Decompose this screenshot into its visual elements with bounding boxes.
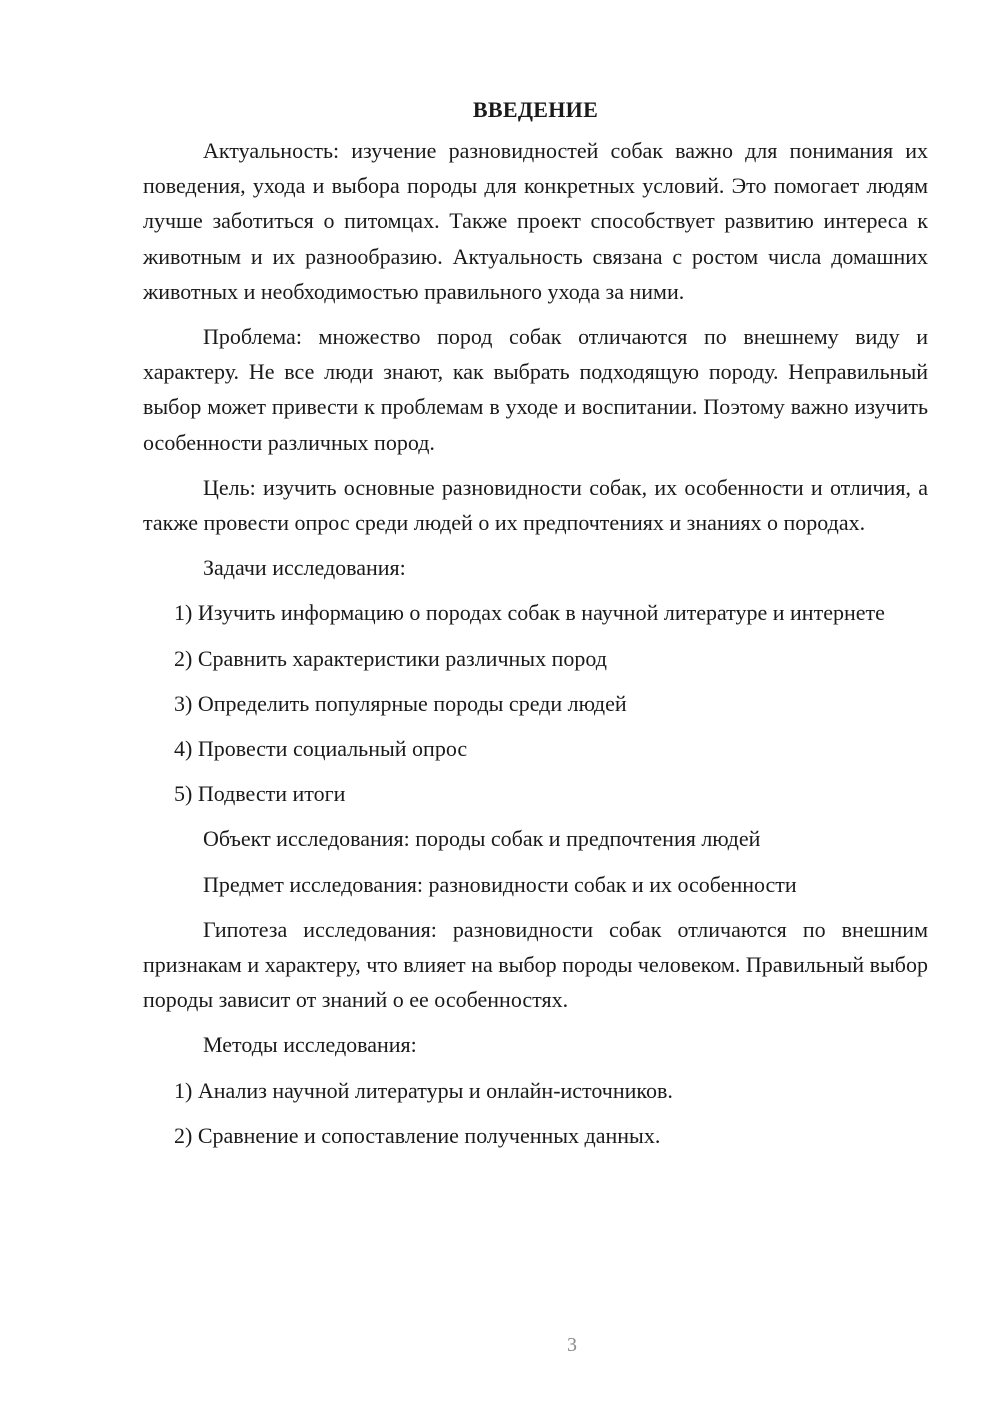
paragraph-goal: Цель: изучить основные разновидности собак, их особенности и отличия, а также провести опрос среди людей о их предпочтениях и знаниях о породах. [143, 474, 928, 536]
list-item-task-5: 5) Подвести итоги [174, 781, 346, 807]
list-item-method-2: 2) Сравнение и сопоставление полученных данных. [174, 1122, 661, 1148]
paragraph-tasks-heading: Задачи исследования: [203, 555, 406, 581]
paragraph-object: Объект исследования: породы собак и предпочтения людей [203, 826, 761, 852]
list-item-task-3: 3) Определить популярные породы среди людей [174, 690, 627, 716]
section-title: ВВЕДЕНИЕ [472, 97, 599, 122]
paragraph-methods-heading: Методы исследования: [203, 1032, 417, 1058]
list-item-method-1: 1) Анализ научной литературы и онлайн-источников. [174, 1077, 673, 1103]
list-item-task-1: 1) Изучить информацию о породах собак в научной литературе и интернете [174, 600, 885, 626]
list-item-task-2: 2) Сравнить характеристики различных пород [174, 645, 607, 671]
document-page [143, 92, 928, 1163]
paragraph-hypothesis: Гипотеза исследования: разновидности собак отличаются по внешним признакам и характеру, что влияет на выбор породы человеком. Правильный выбор породы зависит от знаний о ее особенностях. [143, 916, 928, 1013]
paragraph-problem: Проблема: множество пород собак отличаются по внешнему виду и характеру. Не все люди знают, как выбрать подходящую породу. Неправильный выбор может привести к проблемам в уходе и воспитании. Поэтому важно изучить особенности различных пород. [143, 324, 928, 455]
paragraph-subject: Предмет исследования: разновидности собак и их особенности [203, 871, 797, 897]
list-item-task-4: 4) Провести социальный опрос [174, 736, 468, 762]
page-number: 3 [567, 1334, 577, 1356]
paragraph-relevance: Актуальность: изучение разновидностей собак важно для понимания их поведения, ухода и выбора породы для конкретных условий. Это помогает людям лучше заботиться о питомцах. Также проект способствует развитию интереса к животным и их разнообразию. Актуальность связана с ростом числа домашних животных и необходимостью правильного ухода за ними. [143, 138, 928, 304]
